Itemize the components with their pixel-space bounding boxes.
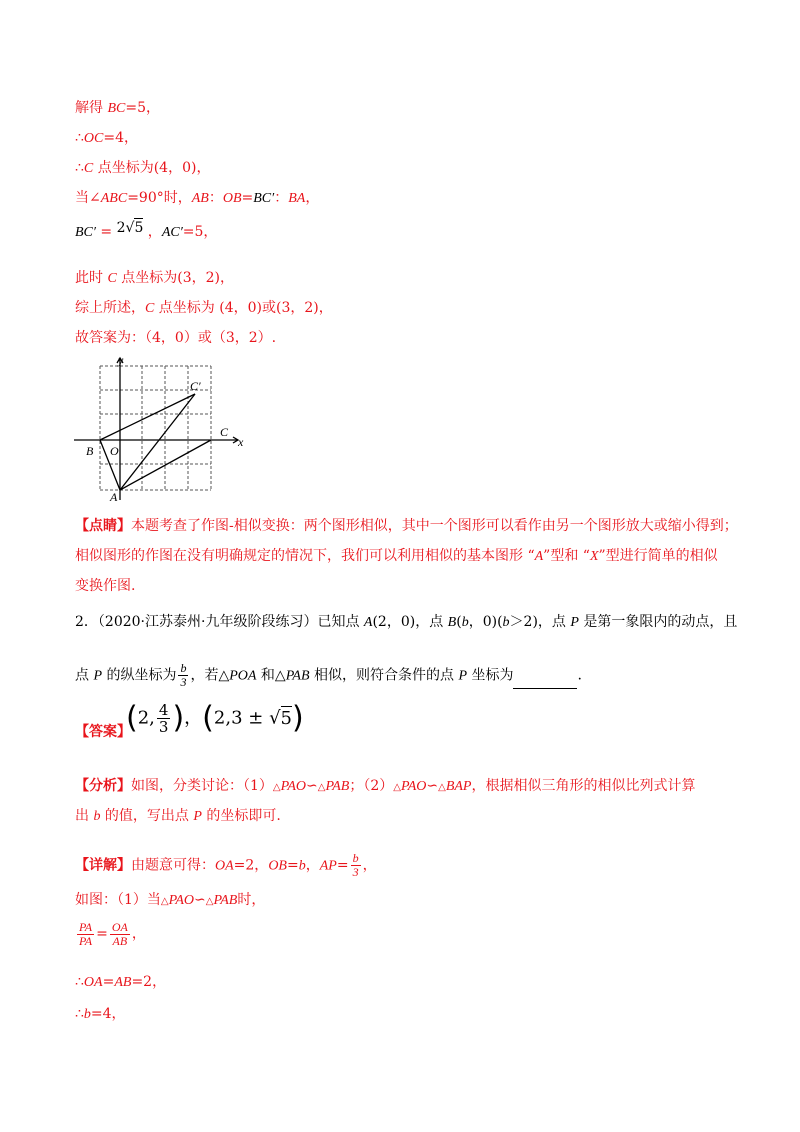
var: A <box>534 549 544 564</box>
text: =4， <box>103 130 139 146</box>
xiangjie-therefore-1 <box>75 972 166 993</box>
text: 是第一象限内的动点，且 <box>578 614 738 630</box>
numerator: OA <box>111 919 128 934</box>
denominator: 3 <box>352 865 359 879</box>
solution-line-1 <box>75 98 160 119</box>
text: =90°时， <box>127 190 192 206</box>
text: 点坐标为 (4，0)或(3，2)， <box>154 300 333 316</box>
dianjing-line-3: 变换作图. <box>75 578 136 594</box>
therefore-symbol: ∴ <box>75 130 84 146</box>
text: ， <box>305 190 320 206</box>
label-o: O <box>110 444 119 458</box>
var: PAO <box>168 893 195 908</box>
numerator: b <box>352 851 359 865</box>
text: =5， <box>125 100 160 116</box>
text: . <box>577 667 582 684</box>
text: ( <box>456 614 462 630</box>
therefore-symbol: ∴ <box>75 1006 84 1022</box>
text: 本题考查了作图-相似变换：两个图形相似，其中一个图形可以看作由另一个图形放大或缩小得到； <box>131 518 738 534</box>
similar-symbol: ∽ <box>306 778 318 794</box>
p1-x: 2 <box>137 707 150 729</box>
var: BC′ <box>75 225 96 240</box>
var: OB <box>222 191 242 206</box>
text: 相似，则符合条件的点 <box>309 667 459 684</box>
triangle-symbol: △ <box>272 782 281 793</box>
var: AB <box>114 975 132 990</box>
var: b <box>93 809 101 824</box>
paren: ) <box>172 700 185 736</box>
text: = <box>102 974 115 990</box>
var: OA <box>83 975 103 990</box>
denominator: AB <box>112 933 128 948</box>
radicand: 5 <box>280 707 292 729</box>
equals: = <box>96 926 108 942</box>
solution-line-2 <box>75 128 138 149</box>
var: ABC <box>100 191 128 206</box>
text: 的值，写出点 <box>100 808 194 824</box>
text: 时， <box>237 892 266 908</box>
fenxi-line-1 <box>75 776 695 798</box>
text: ；（2） <box>349 778 394 794</box>
var: b <box>461 615 469 630</box>
radicand: 5 <box>134 220 144 236</box>
var: OA <box>215 858 234 874</box>
text: = <box>286 857 299 874</box>
var: BAP <box>445 779 472 794</box>
text: 解得 <box>75 100 108 116</box>
label-c: C <box>220 425 229 439</box>
text: 由题意可得： <box>131 857 215 874</box>
text: ： <box>208 190 223 206</box>
text: ”型进行简单的相似 <box>598 548 718 564</box>
var: b <box>83 1007 91 1022</box>
answer-line <box>75 714 131 750</box>
text: =4， <box>90 1006 126 1022</box>
text: 坐标为 <box>467 667 514 684</box>
var: BA <box>288 191 306 206</box>
comma: , <box>225 707 232 729</box>
triangle-symbol: △ <box>393 782 401 793</box>
text: ， <box>362 857 377 874</box>
comma: , <box>149 707 155 729</box>
var: A <box>363 615 373 630</box>
var: BC′ <box>253 191 275 206</box>
xiangjie-case-1 <box>75 890 265 912</box>
text: 此时 <box>75 270 108 286</box>
text: 如图，分类讨论：（1） <box>131 778 273 794</box>
similar-symbol: ∽ <box>426 778 439 794</box>
numerator: PA <box>79 919 93 934</box>
var: BC <box>107 101 126 116</box>
text: ，根据相似三角形的相似比列式计算 <box>471 778 696 794</box>
problem-line-2 <box>75 662 582 689</box>
xiangjie-ratio <box>75 920 146 948</box>
text: 出 <box>75 808 94 824</box>
p2-y: 3 ± <box>231 707 270 729</box>
text: ， <box>131 926 146 942</box>
solution-line-8: 故答案为：（4，0）或（3，2）. <box>75 330 277 346</box>
text: ： <box>274 190 289 206</box>
problem-number: 2． <box>75 614 98 630</box>
text: = <box>241 190 254 206</box>
text: 相似图形的作图在没有明确规定的情况下，我们可以利用相似的基本图形 “ <box>75 548 535 564</box>
solution-line-6 <box>75 268 234 289</box>
text: 点坐标为(3，2)， <box>116 270 234 286</box>
var: b <box>502 615 510 630</box>
var: OB <box>268 858 287 874</box>
var: PAB <box>285 668 310 684</box>
text: 的坐标即可. <box>201 808 281 824</box>
label-c-prime: C′ <box>190 379 201 393</box>
section-tag: 【答案】 <box>75 724 131 740</box>
geometry-figure <box>70 352 250 502</box>
text: 的纵坐标为 <box>102 667 177 684</box>
text: ，若△ <box>190 667 230 684</box>
text: =2， <box>131 974 167 990</box>
ratio-right <box>110 921 130 948</box>
p2-x: 2 <box>213 707 226 729</box>
numerator: b <box>180 661 187 675</box>
var: C <box>107 271 117 286</box>
var: AB <box>191 191 209 206</box>
coef: 2 <box>116 220 126 236</box>
text: ， <box>143 224 162 240</box>
denominator: 3 <box>158 718 169 736</box>
label-y: y <box>118 353 124 367</box>
ratio-left <box>77 921 94 948</box>
text: =5， <box>182 224 218 240</box>
var: P <box>193 809 202 824</box>
text: （2020·江苏泰州·九年级阶段练习）已知点 <box>97 614 364 630</box>
var: OC <box>83 131 104 146</box>
fraction <box>351 852 361 879</box>
text: 综上所述， <box>75 300 145 316</box>
text: 和△ <box>256 667 286 684</box>
label-x: x <box>238 435 244 449</box>
label-a: A <box>110 490 118 502</box>
section-tag: 【分析】 <box>75 778 131 794</box>
paren: ( <box>202 700 214 736</box>
text: =2， <box>233 857 269 874</box>
xiangjie-therefore-2 <box>75 1004 126 1025</box>
paren: ( <box>126 700 138 736</box>
text: ”型和 “ <box>543 548 590 564</box>
var: PAO <box>400 779 427 794</box>
dianjing-line-1 <box>75 516 738 536</box>
text: ，0)( <box>468 614 503 630</box>
sqrt-expression: 2√5 <box>116 220 144 236</box>
triangle-symbol: △ <box>160 896 169 907</box>
problem-line-1 <box>75 612 737 633</box>
section-tag: 【详解】 <box>75 857 131 874</box>
fraction <box>178 662 188 689</box>
separator: ， <box>184 707 203 729</box>
var: PAO <box>280 779 307 794</box>
paren: ) <box>292 700 304 736</box>
text: ＞2)，点 <box>509 614 571 630</box>
text: 点坐标为(4，0)， <box>93 160 211 176</box>
solution-line-3 <box>75 158 210 179</box>
text: ， <box>305 857 320 874</box>
var: B <box>447 615 457 630</box>
var: AP <box>319 858 337 874</box>
fenxi-line-2 <box>75 806 281 827</box>
dianjing-line-2 <box>75 546 718 567</box>
axes <box>74 358 238 500</box>
var: P <box>458 668 468 684</box>
therefore-symbol: ∴ <box>75 974 84 990</box>
solution-line-4 <box>75 188 319 209</box>
var: P <box>570 615 579 630</box>
var: AC′ <box>161 225 183 240</box>
answer-blank <box>513 674 577 689</box>
p1-y-fraction <box>157 702 171 735</box>
var: C <box>145 301 155 316</box>
var: P <box>93 668 103 684</box>
triangle-symbol: △ <box>317 782 326 793</box>
triangle-symbol: △ <box>205 896 214 907</box>
text: = <box>336 857 349 874</box>
triangles <box>100 394 211 490</box>
therefore-symbol: ∴ <box>75 160 84 176</box>
triangle-symbol: △ <box>438 782 446 793</box>
numerator: 4 <box>158 701 169 719</box>
text: (2，0)，点 <box>372 614 448 630</box>
text: = <box>95 224 117 240</box>
solution-line-7 <box>75 298 333 319</box>
denominator: 3 <box>180 675 187 689</box>
solution-line-5 <box>75 222 217 243</box>
text: 当∠ <box>75 190 101 206</box>
var: b <box>298 858 306 874</box>
answer-expression: (2, $\frac{4}{3}$ )，(2,3 ± √5) <box>126 700 304 736</box>
var: X <box>589 549 599 564</box>
var: PAB <box>325 779 350 794</box>
text: 点 <box>75 667 94 684</box>
label-b: B <box>86 444 94 458</box>
section-tag: 【点睛】 <box>75 518 131 534</box>
similar-symbol: ∽ <box>194 892 206 908</box>
var: C <box>83 161 94 176</box>
denominator: PA <box>79 933 93 948</box>
xiangjie-line-1 <box>75 852 377 879</box>
var: POA <box>229 668 257 684</box>
text: 如图：（1）当 <box>75 892 161 908</box>
var: PAB <box>213 893 238 908</box>
